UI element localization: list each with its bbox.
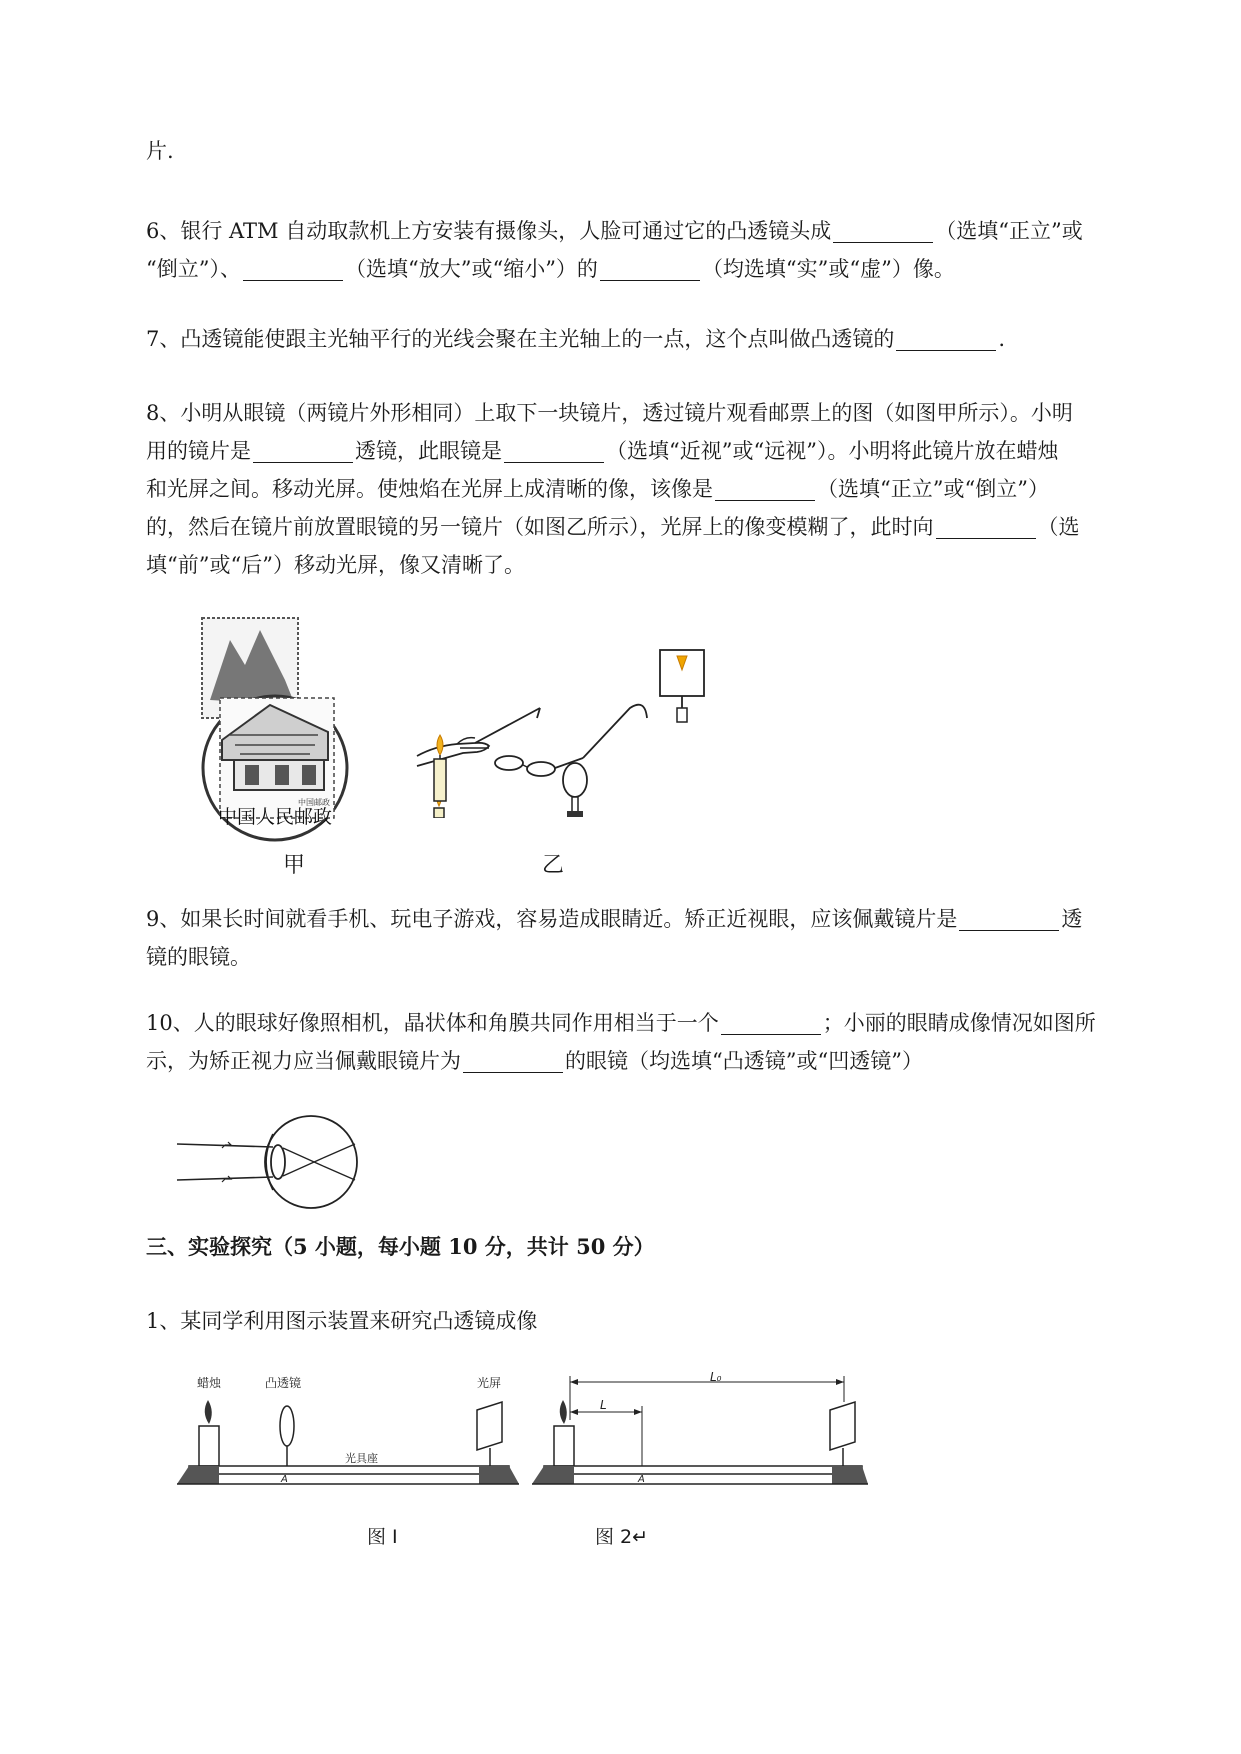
candle-flame: [437, 735, 443, 755]
answer-blank: [936, 516, 1036, 539]
light-screen: [830, 1402, 855, 1450]
q6-text-1a: 6、银行 ATM 自动取款机上方安装有摄像头，人脸可通过它的凸透镜头成: [146, 219, 832, 243]
label-lens: 凸透镜: [265, 1376, 302, 1390]
glasses-bridge: [523, 765, 527, 767]
crystalline-lens: [271, 1145, 285, 1179]
tail-text: 片.: [146, 139, 174, 163]
answer-blank: [243, 258, 343, 281]
house-window: [275, 765, 289, 785]
glasses-lens-right: [527, 762, 555, 776]
candle: [199, 1426, 219, 1466]
figure-1-caption: 图 I: [367, 1526, 398, 1548]
q6-text-2b: （选填“放大”或“缩小”）的: [344, 257, 598, 281]
label-point-a: A: [638, 1474, 645, 1485]
figure-2-caption: 图 2↵: [595, 1526, 649, 1548]
section-3-title: 三、实验探究（5 小题，每小题 10 分，共计 50 分）: [146, 1234, 655, 1259]
q6-text-1b: （选填“正立”或: [935, 219, 1083, 243]
question-10: [146, 1004, 1156, 1080]
diverging-ray: [323, 1166, 355, 1180]
q10-text-1b: ；小丽的眼睛成像情况如图所: [822, 1011, 1096, 1035]
question-6: [146, 212, 1156, 288]
q8-line-5: 填“前”或“后”）移动光屏，像又清晰了。: [146, 553, 525, 577]
bench-foot-left: [532, 1466, 574, 1484]
q8-text-3b: （选填“正立”或“倒立”）: [817, 477, 1049, 501]
q8-text-4b: （选: [1037, 515, 1080, 539]
bench-foot-right: [479, 1466, 519, 1484]
q10-text-1a: 10、人的眼球好像照相机，晶状体和角膜共同作用相当于一个: [146, 1011, 719, 1035]
optical-bench: [189, 1466, 509, 1474]
answer-blank: [833, 220, 933, 243]
label-point-a: A: [281, 1474, 288, 1485]
q8-text-3a: 和光屏之间。移动光屏。使烛焰在光屏上成清晰的像，该像是: [146, 477, 713, 501]
optical-bench-figure-1: [175, 1372, 520, 1512]
candle-flame: [560, 1400, 567, 1424]
lens-base: [567, 811, 583, 817]
q8-text-2b: 透镜，此眼镜是: [355, 439, 502, 463]
q7-text-1b: .: [998, 327, 1006, 351]
figure-caption-b: 乙: [542, 853, 565, 878]
figure-caption-a: 甲: [283, 853, 306, 878]
q10-text-2b: 的眼镜（均选填“凸透镜”或“凹透镜”）: [565, 1049, 923, 1073]
label-candle: 蜡烛: [197, 1376, 222, 1390]
question-7: [146, 320, 1156, 358]
candle-body: [434, 759, 446, 801]
answer-blank: [715, 478, 815, 501]
candle: [554, 1426, 574, 1466]
stamp-small-text: 中国邮政: [298, 798, 330, 807]
q9-line-2: 镜的眼镜。: [146, 945, 251, 969]
bench-foot-left: [177, 1466, 219, 1484]
answer-blank: [896, 328, 996, 351]
q10-text-2a: 示，为矫正视力应当佩戴眼镜片为: [146, 1049, 461, 1073]
eye-diagram: [175, 1112, 375, 1212]
refracted-ray: [283, 1148, 323, 1166]
lens-stand: [572, 797, 578, 813]
answer-blank: [463, 1050, 563, 1073]
refracted-ray: [283, 1158, 323, 1176]
label-l0: L₀: [710, 1372, 722, 1384]
diverging-ray: [323, 1144, 355, 1158]
optical-bench: [544, 1466, 862, 1474]
bench-foot-right: [832, 1466, 868, 1484]
house-window: [302, 765, 316, 785]
answer-blank: [721, 1012, 821, 1035]
candle-body: [434, 808, 444, 818]
q6-text-2c: （均选填“实”或“虚”）像。: [701, 257, 955, 281]
optical-bench-figure-2: [530, 1372, 870, 1512]
previous-question-tail: [146, 132, 1156, 170]
q8-text-2a: 用的镜片是: [146, 439, 251, 463]
glasses-candle-screen-figure: [415, 648, 715, 818]
label-l: L: [600, 1398, 607, 1412]
q9-text-1a: 9、如果长时间就看手机、玩电子游戏，容易造成眼睛近。矫正近视眼，应该佩戴镜片是: [146, 907, 958, 931]
answer-blank: [253, 440, 353, 463]
q8-line-1: 8、小明从眼镜（两镜片外形相同）上取下一块镜片，透过镜片观看邮票上的图（如图甲所示）。小明: [146, 401, 1073, 425]
question-9: [146, 900, 1156, 976]
lens-holder-wire: [583, 705, 647, 758]
q8-text-2c: （选填“近视”或“远视”）。小明将此镜片放在蜡烛: [606, 439, 1059, 463]
q7-text-1a: 7、凸透镜能使跟主光轴平行的光线会聚在主光轴上的一点，这个点叫做凸透镜的: [146, 327, 895, 351]
answer-blank: [600, 258, 700, 281]
answer-blank: [504, 440, 604, 463]
label-bench: 光具座: [345, 1452, 378, 1465]
house-window: [245, 765, 259, 785]
label-screen: 光屏: [477, 1376, 502, 1390]
convex-lens: [563, 763, 587, 797]
glasses-arm: [475, 708, 540, 743]
stamp-magnifier-figure: [190, 610, 365, 850]
glasses-lens-left: [495, 756, 523, 770]
convex-lens: [280, 1406, 294, 1446]
q9-text-1b: 透: [1061, 907, 1083, 931]
light-screen: [477, 1402, 502, 1450]
q8-text-4a: 的，然后在镜片前放置眼镜的另一镜片（如图乙所示），光屏上的像变模糊了，此时向: [146, 515, 934, 539]
candle-flame: [205, 1400, 212, 1424]
question-8: [146, 394, 1156, 584]
experiment-1-intro: 1、某同学利用图示装置来研究凸透镜成像: [146, 1309, 538, 1333]
screen-base: [677, 708, 687, 722]
stamp-text: 中国人民邮政: [217, 806, 333, 828]
candle-full: [428, 733, 452, 803]
answer-blank: [959, 908, 1059, 931]
q6-text-2a: “倒立”）、: [146, 257, 241, 281]
